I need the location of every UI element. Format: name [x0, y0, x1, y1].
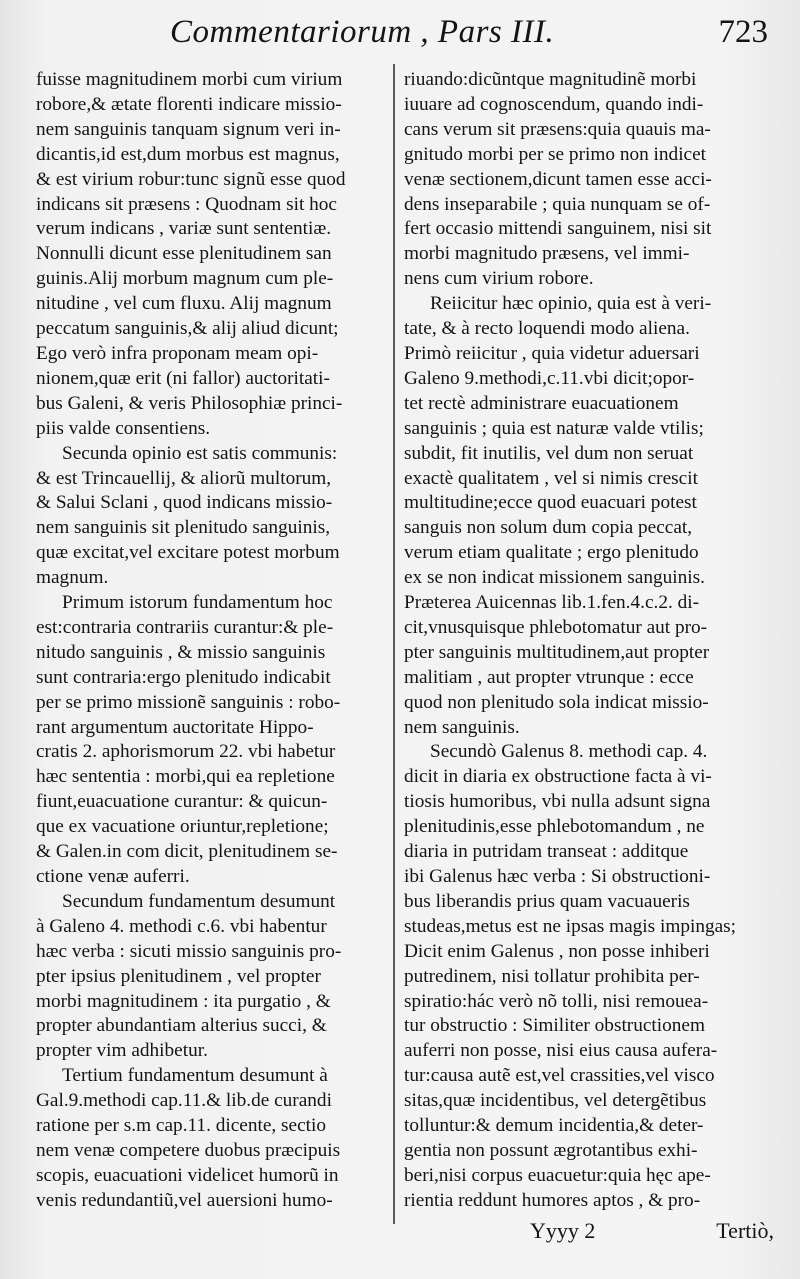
- text-line: sanguis non solum dum copia peccat,: [404, 517, 693, 539]
- text-line: fuisse magnitudinem morbi cum virium: [36, 69, 343, 90]
- text-line: diaria in putridam transeat : additque: [404, 841, 689, 863]
- text-line: cratis 2. aphorismorum 22. vbi habetur: [36, 741, 336, 763]
- text-line: nem sanguinis tanquam signum veri in-: [36, 118, 341, 140]
- text-line: Secunda opinio est satis communis:: [62, 442, 338, 464]
- right-text-column: [404, 68, 774, 1213]
- text-line: propter vim adhibetur.: [36, 1040, 208, 1062]
- text-line: peccatum sanguinis,& alij aliud dicunt;: [36, 318, 339, 340]
- text-line: ex se non indicat missionem sanguinis.: [404, 567, 705, 589]
- text-line: nitudo sanguinis , & missio sanguinis: [36, 641, 326, 663]
- text-line: Secundum fundamentum desumunt: [62, 890, 336, 912]
- page-footer: [0, 1218, 800, 1258]
- text-line: fert occasio mittendi sanguinem, nisi sit: [404, 218, 712, 240]
- text-line: dicit in diaria ex obstructione facta à vi-: [404, 766, 712, 788]
- text-line: guinis.Alij morbum magnum cum ple-: [36, 268, 334, 290]
- text-line: propter abundantiam alterius succi, &: [36, 1015, 327, 1037]
- text-line: tate, & à recto loquendi modo aliena.: [404, 318, 690, 340]
- text-line: nem venæ competere duobus præcipuis: [36, 1139, 341, 1161]
- text-line: tet rectè administrare euacuationem: [404, 392, 679, 414]
- text-line: verum etiam qualitate ; ergo plenitudo: [404, 542, 699, 564]
- text-line: rientia reddunt humores aptos , & pro-: [404, 1189, 701, 1211]
- text-line: Gal.9.methodi cap.11.& lib.de curandi: [36, 1090, 332, 1112]
- text-line: dicantis,id est,dum morbus est magnus,: [36, 143, 340, 165]
- text-line: Primum istorum fundamentum hoc: [62, 592, 333, 614]
- text-line: pter ipsius plenitudinem , vel propter: [36, 965, 321, 987]
- text-line: tiosis humoribus, vbi nulla adsunt signa: [404, 791, 711, 813]
- text-line: tur:causa autẽ est,vel crassities,vel visco: [404, 1065, 715, 1087]
- text-line: quod non plenitudo sola indicat missio-: [404, 691, 709, 713]
- text-line: plenitudinis,esse phlebotomandum , ne: [404, 816, 705, 838]
- text-line: Secundò Galenus 8. methodi cap. 4.: [430, 741, 708, 763]
- text-line: cit,vnusquisque phlebotomatur aut pro-: [404, 616, 708, 638]
- text-line: nem sanguinis sit plenitudo sanguinis,: [36, 517, 331, 539]
- text-line: gnitudo morbi per se primo non indicet: [404, 143, 707, 165]
- text-line: ratione per s.m cap.11. dicente, sectio: [36, 1115, 326, 1137]
- text-line: spiratio:hác verò nõ tolli, nisi remouea-: [404, 990, 709, 1012]
- text-line: nitudine , vel cum fluxu. Alij magnum: [36, 293, 332, 315]
- text-line: morbi magnitudo præsens, vel immi-: [404, 243, 690, 265]
- text-line: nem sanguinis.: [404, 716, 520, 738]
- text-line: dens inseparabile ; quia nunquam se of-: [404, 193, 711, 215]
- text-line: que ex vacuatione oriuntur,repletione;: [36, 816, 329, 838]
- text-line: & est Trincauellij, & aliorũ multorum,: [36, 467, 332, 489]
- text-line: bus Galeni, & veris Philosophiæ princi-: [36, 392, 343, 414]
- text-line: quæ excitat,vel excitare potest morbum: [36, 542, 340, 564]
- text-line: tur obstructio : Similiter obstructionem: [404, 1015, 705, 1037]
- text-line: nens cum virium robore.: [404, 268, 594, 290]
- text-line: Tertium fundamentum desumunt à: [62, 1065, 328, 1087]
- running-title: Commentariorum , Pars III.: [170, 14, 555, 50]
- text-line: tolluntur:& demum incidentia,& deter-: [404, 1115, 704, 1137]
- text-line: subdit, fit inutilis, vel dum non seruat: [404, 442, 694, 464]
- text-line: scopis, euacuationi videlicet humorũ in: [36, 1164, 339, 1186]
- text-line: multitudine;ecce quod euacuari potest: [404, 492, 697, 514]
- text-line: & est virium robur:tunc signũ esse quod: [36, 168, 346, 190]
- catchword: Tertiò,: [716, 1218, 774, 1243]
- text-line: hæc sententia : morbi,qui ea repletione: [36, 766, 335, 788]
- text-line: Nonnulli dicunt esse plenitudinem san: [36, 243, 332, 265]
- text-line: pter sanguinis multitudinem,aut propter: [404, 641, 710, 663]
- text-line: Dicit enim Galenus , non posse inhiberi: [404, 940, 710, 962]
- text-line: rant argumentum auctoritate Hippo-: [36, 716, 314, 738]
- text-line: beri,nisi corpus euacuetur:quia hęc ape-: [404, 1164, 711, 1186]
- text-line: à Galeno 4. methodi c.6. vbi habentur: [36, 915, 327, 937]
- text-line: Galeno 9.methodi,c.11.vbi dicit;opor-: [404, 367, 695, 389]
- page-header: [0, 14, 800, 62]
- text-line: indicans sit præsens : Quodnam sit hoc: [36, 193, 337, 215]
- left-text-column: [36, 68, 386, 1213]
- text-line: per se primo missionẽ sanguinis : robo-: [36, 691, 341, 713]
- text-line: & Galen.in com dicit, plenitudinem se-: [36, 841, 338, 863]
- text-line: Ego verò infra proponam meam opi-: [36, 342, 319, 364]
- text-line: fiunt,euacuatione curantur: & quicun-: [36, 791, 328, 813]
- signature-mark: Yyyy 2: [530, 1218, 596, 1243]
- column-divider: [393, 64, 395, 1224]
- text-line: riuando:dicũntque magnitudinẽ morbi: [404, 69, 697, 90]
- text-line: magnum.: [36, 567, 109, 589]
- text-line: gentia non possunt ægrotantibus exhi-: [404, 1139, 698, 1161]
- text-line: exactè qualitatem , vel si nimis crescit: [404, 467, 698, 489]
- text-line: iuuare ad cognoscendum, quando indi-: [404, 93, 704, 115]
- text-line: cans verum sit præsens:quia quauis ma-: [404, 118, 711, 140]
- text-line: venis redundantiũ,vel auersioni humo-: [36, 1189, 333, 1211]
- text-line: putredinem, nisi tollatur prohibita per-: [404, 965, 700, 987]
- text-line: ibi Galenus hæc verba : Si obstructioni-: [404, 866, 711, 887]
- text-line: ctione venæ auferri.: [36, 866, 190, 887]
- text-line: studeas,metus est ne ipsas magis impingas;: [404, 915, 737, 937]
- text-line: sanguinis ; quia est naturæ valde vtilis;: [404, 417, 704, 439]
- text-line: sitas,quæ incidentibus, vel detergẽtibus: [404, 1090, 707, 1112]
- text-line: sunt contraria:ergo plenitudo indicabit: [36, 666, 331, 688]
- text-line: Primò reiicitur , quia videtur aduersari: [404, 342, 700, 364]
- text-line: Præterea Auicennas lib.1.fen.4.c.2. di-: [404, 592, 700, 614]
- text-line: piis valde consentiens.: [36, 417, 211, 439]
- text-line: auferri non posse, nisi eius causa aufera-: [404, 1040, 718, 1062]
- text-line: nionem,quæ erit (ni fallor) auctoritati-: [36, 367, 330, 389]
- text-line: & Salui Sclani , quod indicans missio-: [36, 492, 333, 514]
- text-line: robore,& ætate florenti indicare missio-: [36, 93, 342, 115]
- text-line: est:contraria contrariis curantur:& ple-: [36, 616, 334, 638]
- text-line: venæ sectionem,dicunt tamen esse acci-: [404, 168, 712, 190]
- text-line: hæc verba : sicuti missio sanguinis pro-: [36, 940, 342, 962]
- page-number: 723: [718, 14, 768, 50]
- text-line: malitiam , aut propter vtrunque : ecce: [404, 666, 694, 688]
- text-line: bus liberandis prius quam vacuaueris: [404, 890, 690, 912]
- text-line: morbi magnitudinem : ita purgatio , &: [36, 990, 331, 1012]
- text-line: verum indicans , variæ sunt sententiæ.: [36, 218, 332, 240]
- text-line: Reiicitur hæc opinio, quia est à veri-: [430, 293, 712, 315]
